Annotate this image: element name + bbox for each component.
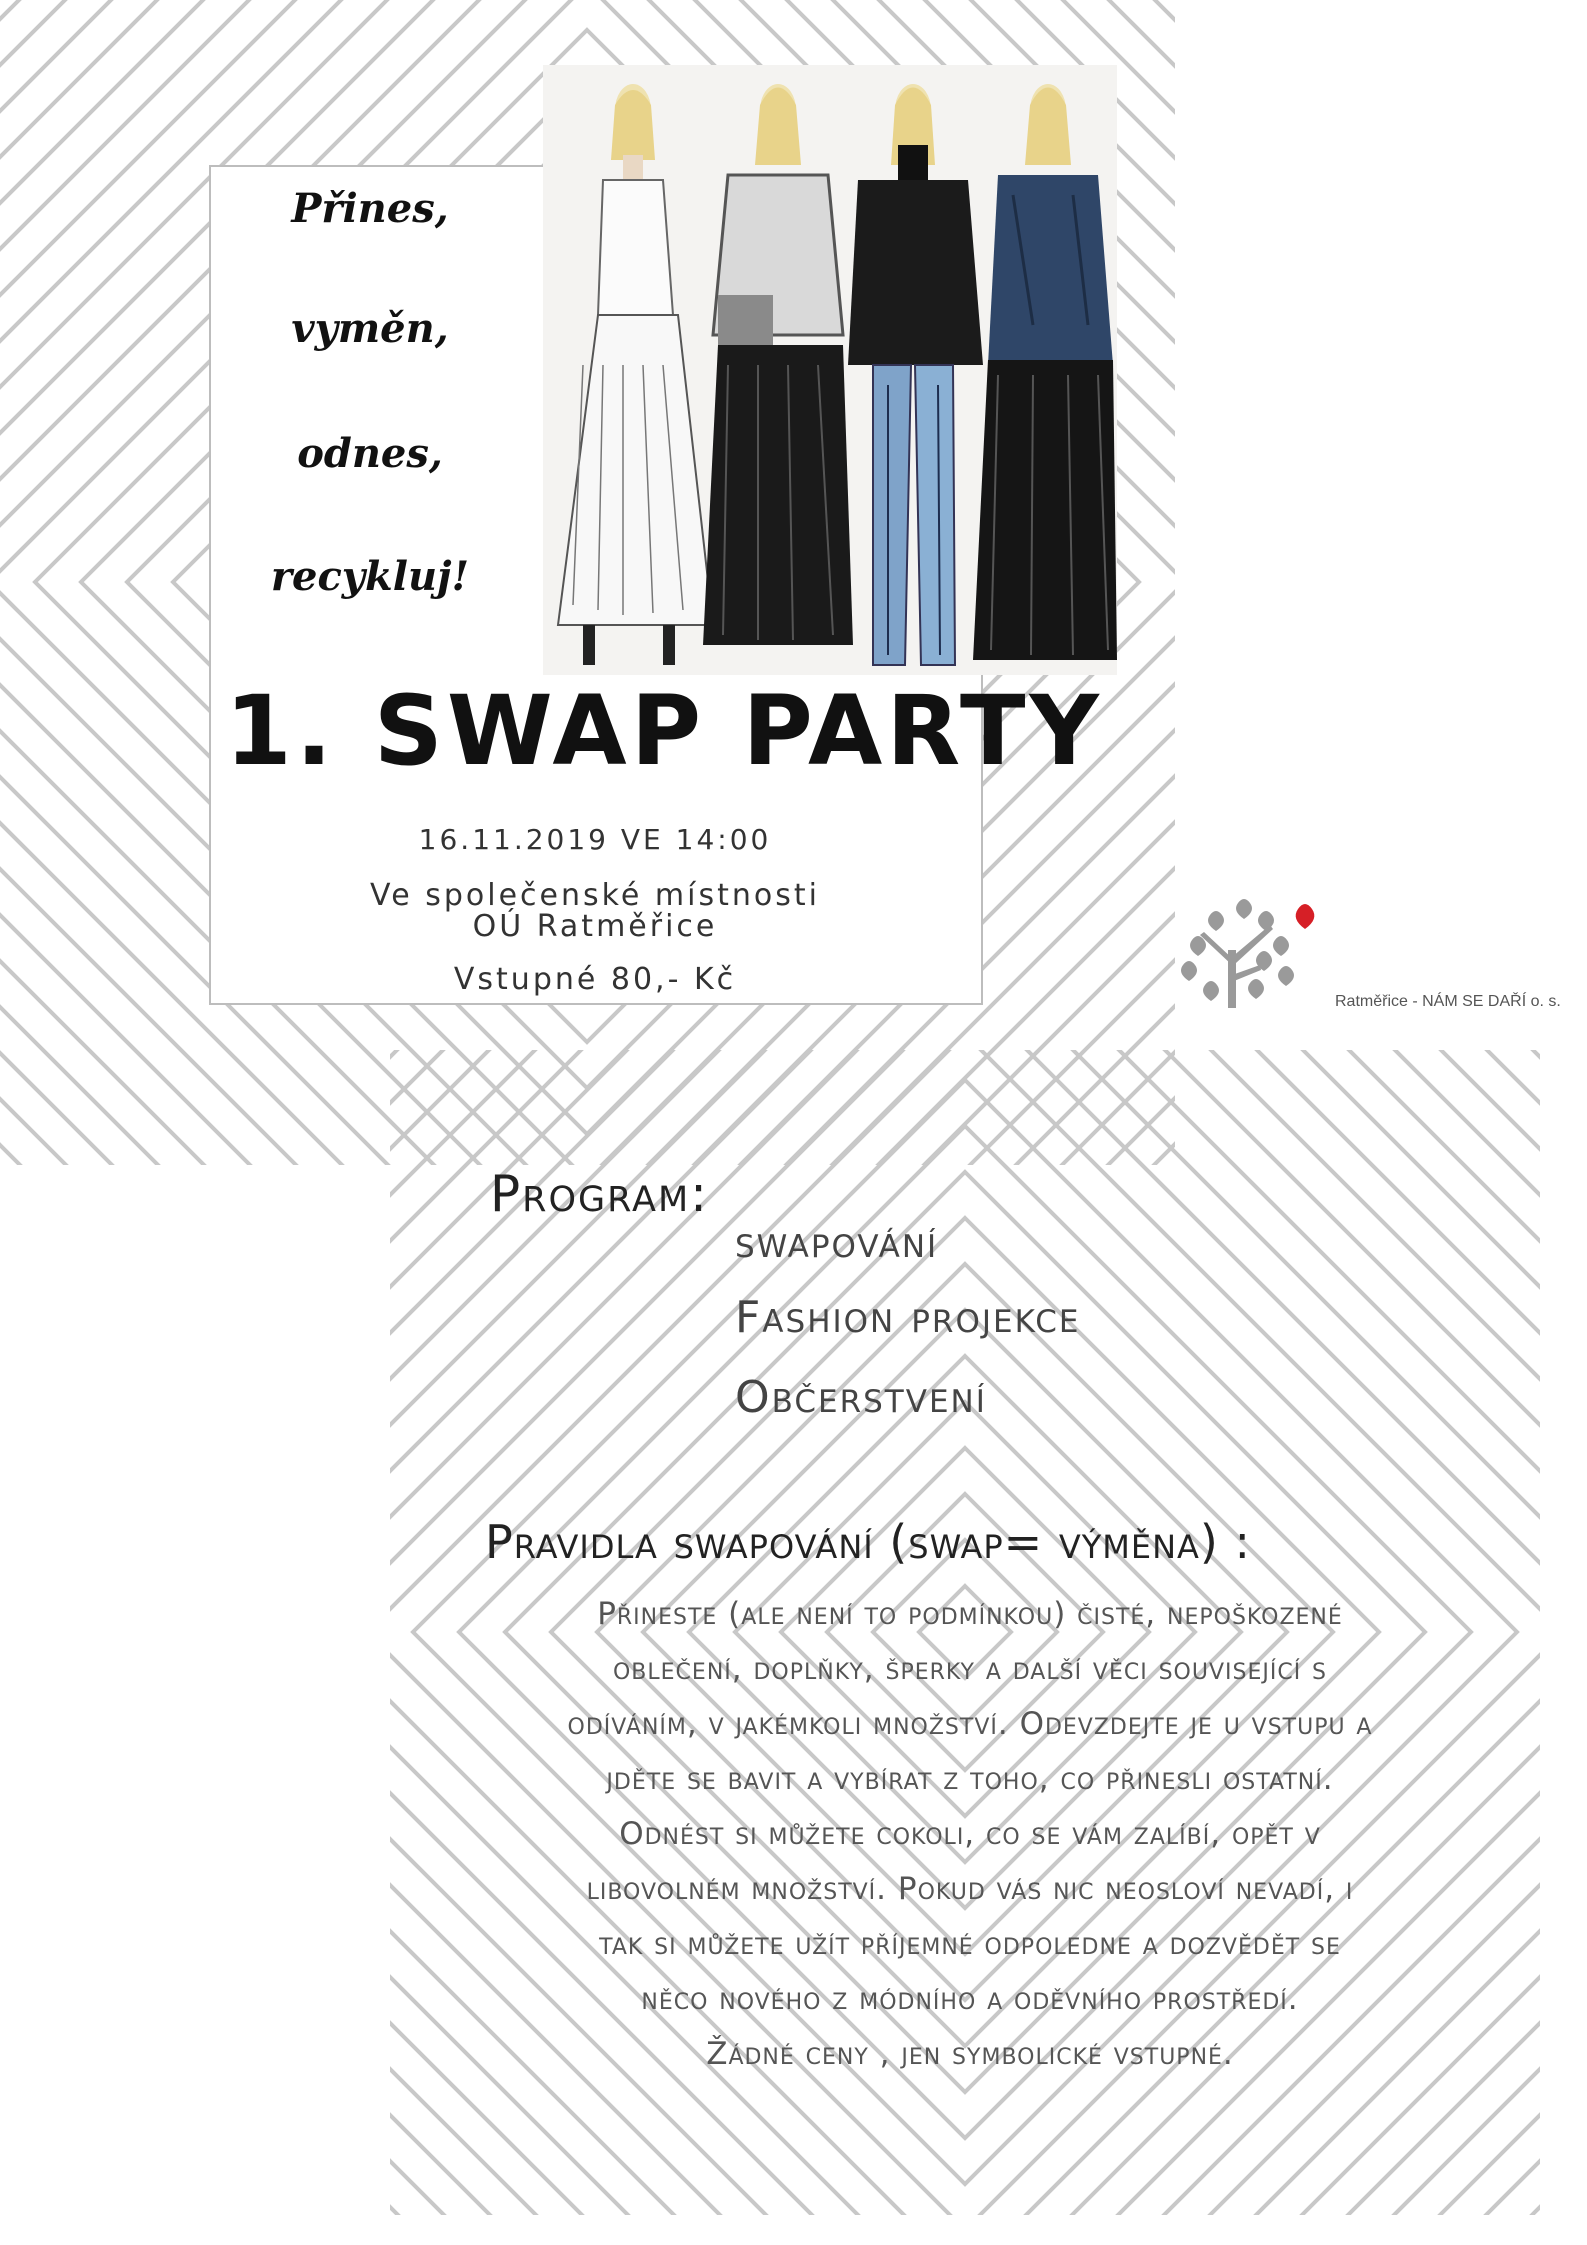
rules-line: oblečení, doplňky, šperky a další věci související s xyxy=(612,1651,1328,1687)
event-datetime: 16.11.2019 VE 14:00 xyxy=(418,823,772,856)
fashion-illustration xyxy=(543,65,1117,675)
heart-icon xyxy=(1296,904,1315,929)
slogan-line-1: Přines, xyxy=(291,185,449,232)
organizer-logo xyxy=(1180,895,1360,1010)
tree-heart-icon xyxy=(1180,895,1360,1010)
rules-body xyxy=(480,1587,1460,2082)
rules-line: odíváním, v jakémkoli množství. Odevzdejte je u vstupu a xyxy=(567,1706,1373,1742)
slogan-line-3: odnes, xyxy=(297,430,443,477)
program-item: Fashion projekce xyxy=(735,1292,1081,1343)
rules-line: jděte se bavit a vybírat z toho, co přinesli ostatní. xyxy=(606,1761,1334,1797)
organizer-caption: Ratměřice - NÁM SE DAŘÍ o. s. xyxy=(1335,993,1561,1010)
rules-line: něco nového z módního a oděvního prostředí. xyxy=(641,1981,1299,2017)
program-title: Program: xyxy=(490,1165,710,1223)
rules-line: Žádné ceny , jen symbolické vstupné. xyxy=(706,2036,1234,2072)
slogan-line-2: vyměn, xyxy=(291,305,449,352)
event-venue-line-2: OÚ Ratměřice xyxy=(472,909,718,944)
program-item: swapování xyxy=(735,1217,939,1268)
rules-line: libovolném množství. Pokud vás nic neosloví nevadí, i xyxy=(586,1871,1354,1907)
program-item: Občerstvení xyxy=(735,1372,987,1423)
event-title: 1. SWAP PARTY xyxy=(225,675,1103,787)
slogan-line-4: recykluj! xyxy=(270,553,470,600)
rules-line: Odnést si můžete cokoli, co se vám zalíbí, opět v xyxy=(619,1816,1321,1852)
rules-line: tak si můžete užít příjemné odpoledne a dozvědět se xyxy=(599,1926,1341,1962)
rules-line: Přineste (ale není to podmínkou) čisté, nepoškozené xyxy=(597,1596,1343,1632)
event-venue-line-1: Ve společenské místnosti xyxy=(370,878,820,913)
event-fee: Vstupné 80,- Kč xyxy=(453,962,737,997)
rules-title: Pravidla swapování (swap= výměna) : xyxy=(485,1515,1251,1569)
